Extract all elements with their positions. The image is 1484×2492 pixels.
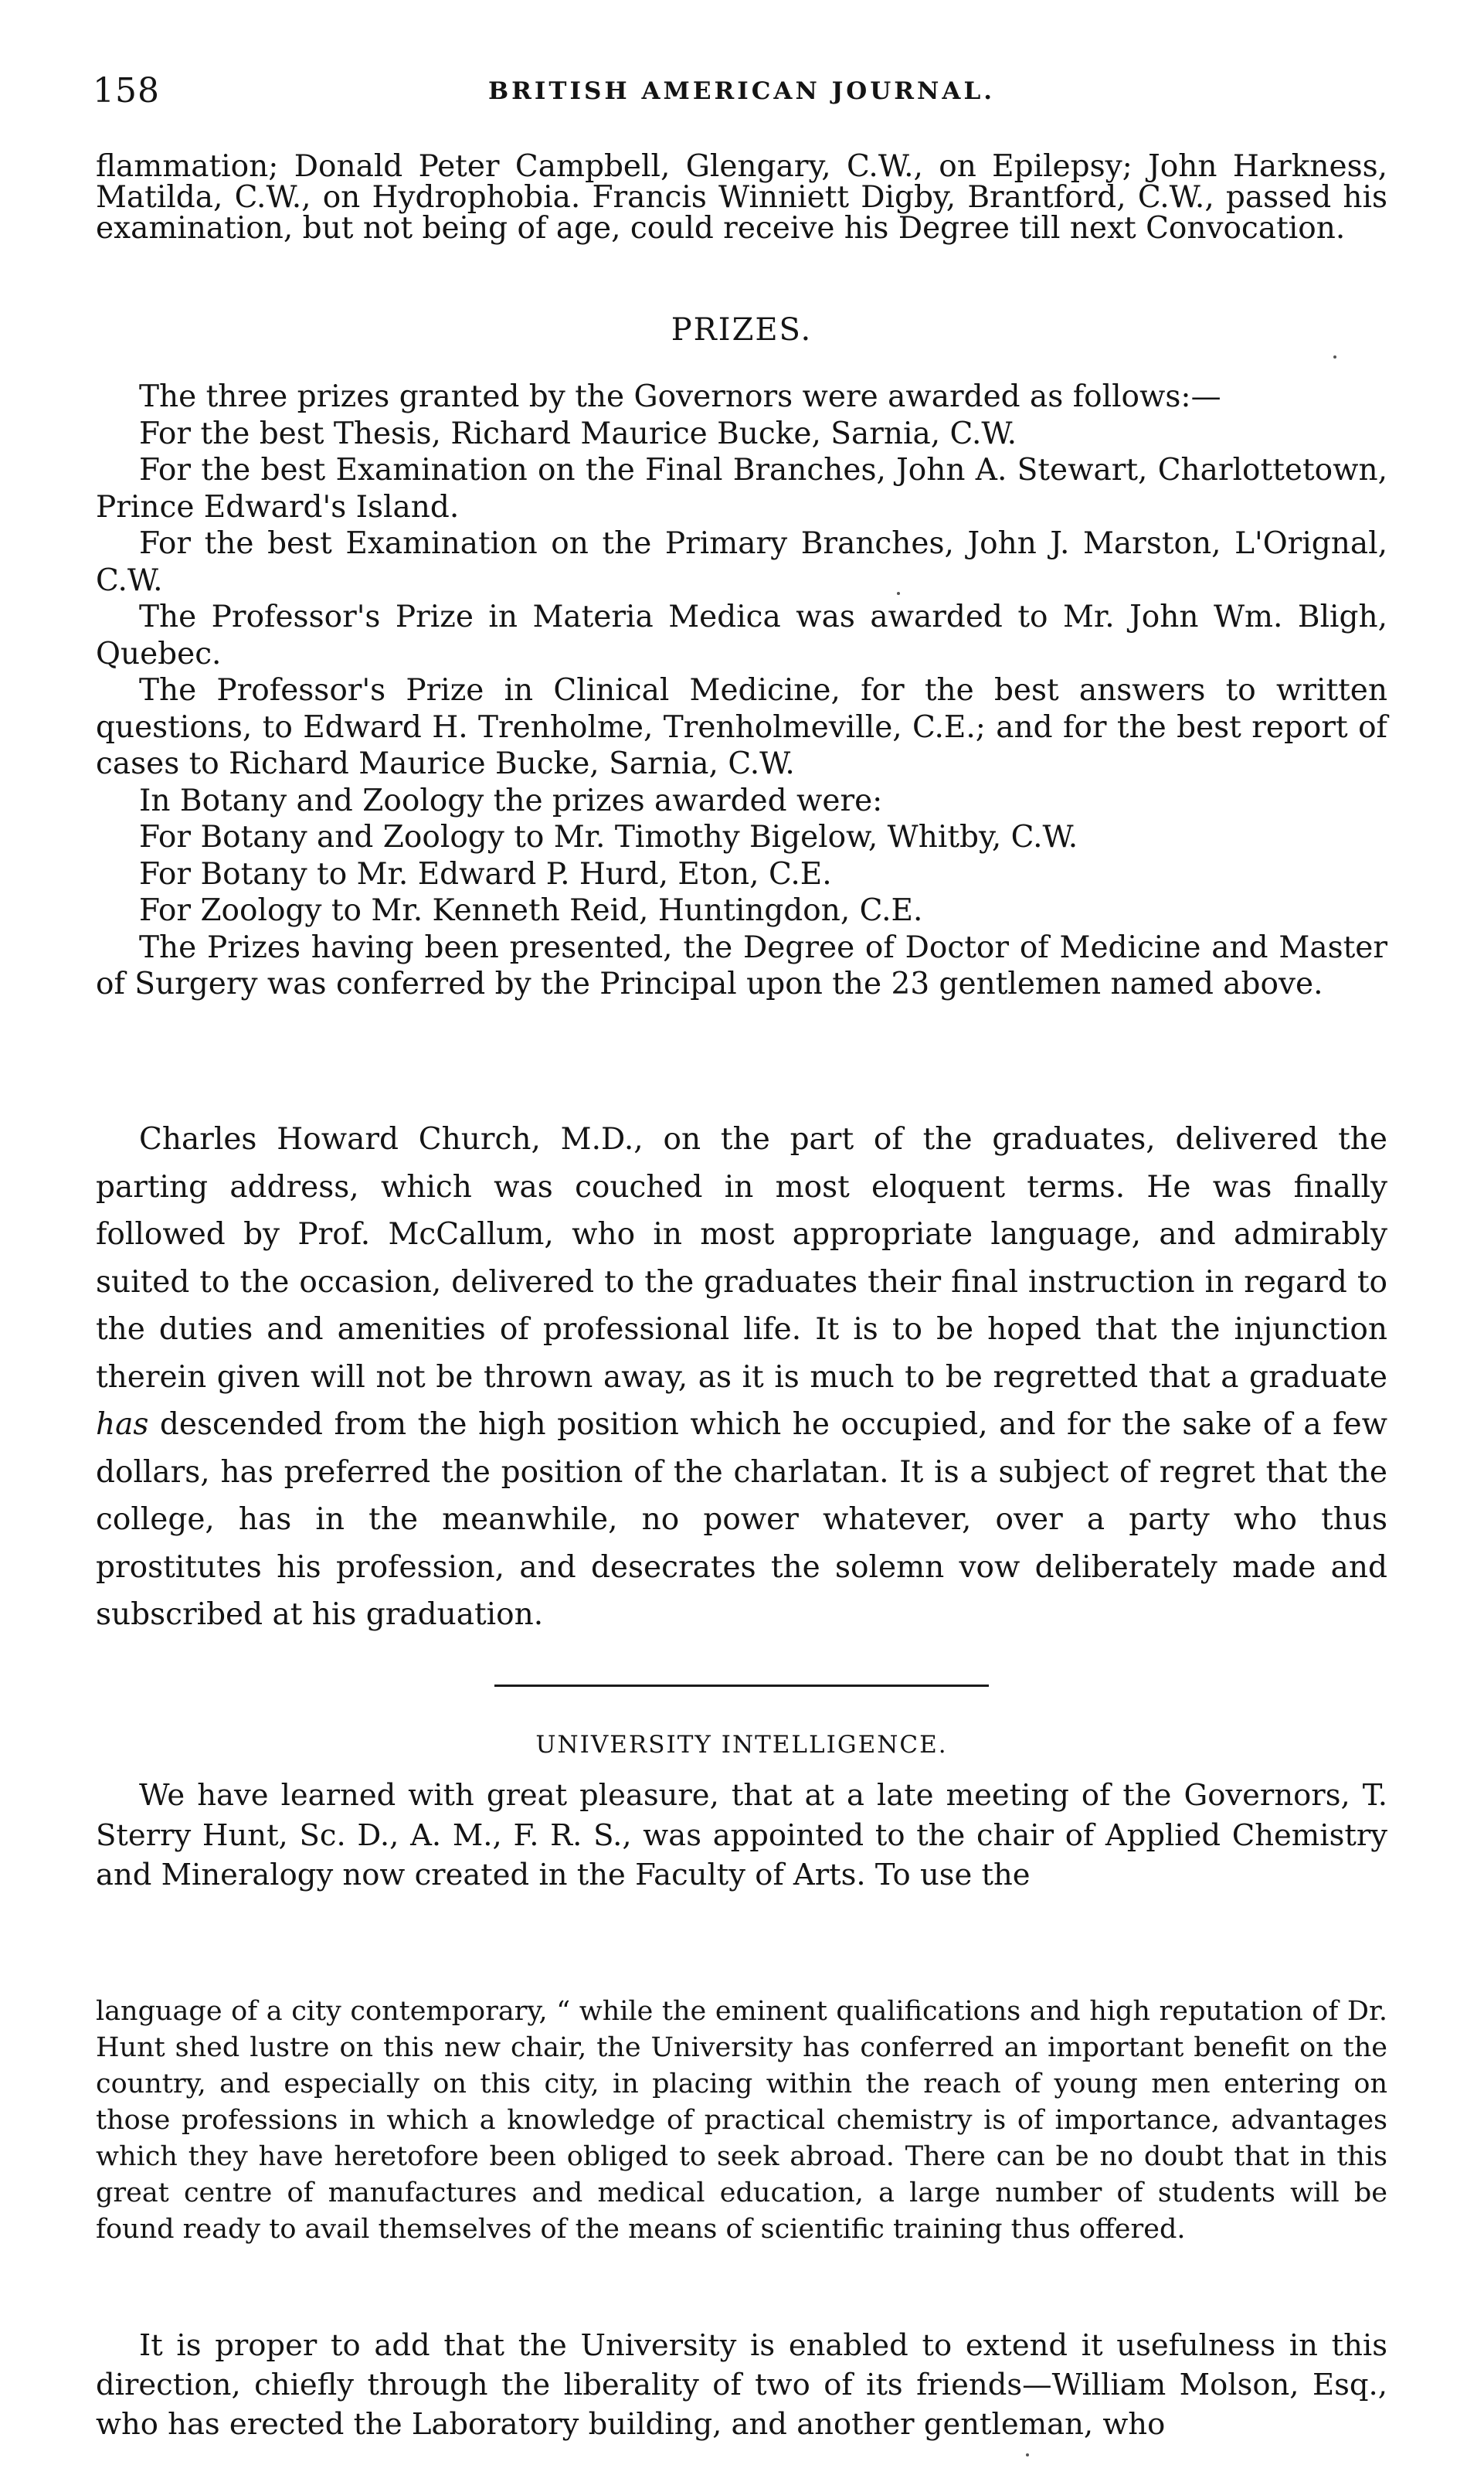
address-paragraph: [96, 1116, 1387, 1639]
university-quote: language of a city contemporary, “ while the eminent qualifications and high reputation of Dr. Hunt shed lustre on this new chair, the University has conferred an important benefit on the country, and especially on this city, in placing within the reach of young men entering on those professions in which a knowledge of practical chemistry is of importance, advantages which they have heretofore been obliged to seek abroad. There can be no doubt that in this great centre of manufactures and medical education, a large number of students will be found ready to avail themselves of the means of scientific training thus offered.: [96, 1996, 1387, 2245]
university-quote-block: [96, 1994, 1387, 2248]
print-speck: [897, 592, 900, 595]
prizes-heading: PRIZES.: [671, 312, 813, 348]
prizes-paragraph: For the best Examination on the Final Branches, John A. Stewart, Charlottetown, Prince Edward's Island.: [96, 453, 1387, 525]
university-heading: UNIVERSITY INTELLIGENCE.: [535, 1731, 948, 1759]
prizes-paragraph: For the best Thesis, Richard Maurice Bucke, Sarnia, C.W.: [139, 416, 1017, 451]
prizes-list: [96, 379, 1387, 1003]
university-paragraph-2: It is proper to add that the University is enabled to extend it usefulness in this direction, chiefly through the liberality of two of its friends—William Molson, Esq., who has erected the Laboratory building, and another gentleman, who: [96, 2328, 1387, 2442]
page-number: 158: [93, 71, 160, 110]
prizes-paragraph: In Botany and Zoology the prizes awarded were:: [139, 783, 883, 818]
print-speck: [1026, 2453, 1029, 2456]
university-paragraph-block: [96, 1776, 1387, 1895]
address-text-end: descended from the high position which he occupied, and for the sake of a few dollars, has preferred the position of the charlatan. It is a subject of regret that the college, has in the meanwhile, no power whatever, over a party who thus prostitutes his profession, and desecrates the solemn vow deliberately made and subscribed at his graduation.: [96, 1407, 1387, 1632]
running-head: BRITISH AMERICAN JOURNAL.: [487, 77, 996, 105]
address-text-start: Charles Howard Church, M.D., on the part of the graduates, delivered the parting address, which was couched in most eloquent terms. He was finally followed by Prof. McCallum, who in most appropriate language, and admirably suited to the occasion, delivered to the graduates their final instruction in regard to the duties and amenities of professional life. It is to be hoped that the injunction therein given will not be thrown away, as it is much to be regretted that a graduate: [96, 1122, 1387, 1395]
prizes-paragraph: For the best Examination on the Primary Branches, John J. Marston, L'Orignal, C.W.: [96, 526, 1387, 598]
section-divider: [494, 1685, 989, 1687]
prizes-paragraph: For Botany and Zoology to Mr. Timothy Bigelow, Whitby, C.W.: [139, 820, 1078, 855]
prizes-paragraph: For Zoology to Mr. Kenneth Reid, Huntingdon, C.E.: [139, 893, 923, 928]
address-italic-word: has: [96, 1407, 149, 1442]
prizes-paragraph: The Professor's Prize in Clinical Medicine, for the best answers to written questions, to Edward H. Trenholme, Trenholmeville, C.E.; and for the best report of cases to Richard Maurice Bucke, Sarnia, C.W.: [96, 673, 1387, 781]
intro-paragraph: flammation; Donald Peter Campbell, Glengary, C.W., on Epilepsy; John Harkness, Matilda, C.W., on Hydrophobia. Francis Winniett Digby, Brantford, C.W., passed his examination, but not being of age, could receive his Degree till next Convocation.: [96, 149, 1387, 246]
intro-paragraph-block: [96, 151, 1387, 244]
prizes-paragraph: For Botany to Mr. Edward P. Hurd, Eton, C.E.: [139, 856, 832, 892]
page-header: [93, 71, 1391, 114]
prizes-paragraph: The Prizes having been presented, the Degree of Doctor of Medicine and Master of Surgery was conferred by the Principal upon the 23 gentlemen named above.: [96, 930, 1387, 1001]
prizes-paragraph: The Professor's Prize in Materia Medica was awarded to Mr. John Wm. Bligh, Quebec.: [96, 600, 1387, 671]
university-paragraph-2-block: [96, 2326, 1387, 2444]
address-paragraph-block: [96, 1116, 1387, 1639]
prizes-paragraph: The three prizes granted by the Governors were awarded as follows:—: [139, 379, 1221, 414]
print-speck: [1333, 355, 1336, 359]
university-paragraph-1: We have learned with great pleasure, that at a late meeting of the Governors, T. Sterry Hunt, Sc. D., A. M., F. R. S., was appointed to the chair of Applied Chemistry and Mineralogy now created in the Faculty of Arts. To use the: [96, 1778, 1387, 1892]
